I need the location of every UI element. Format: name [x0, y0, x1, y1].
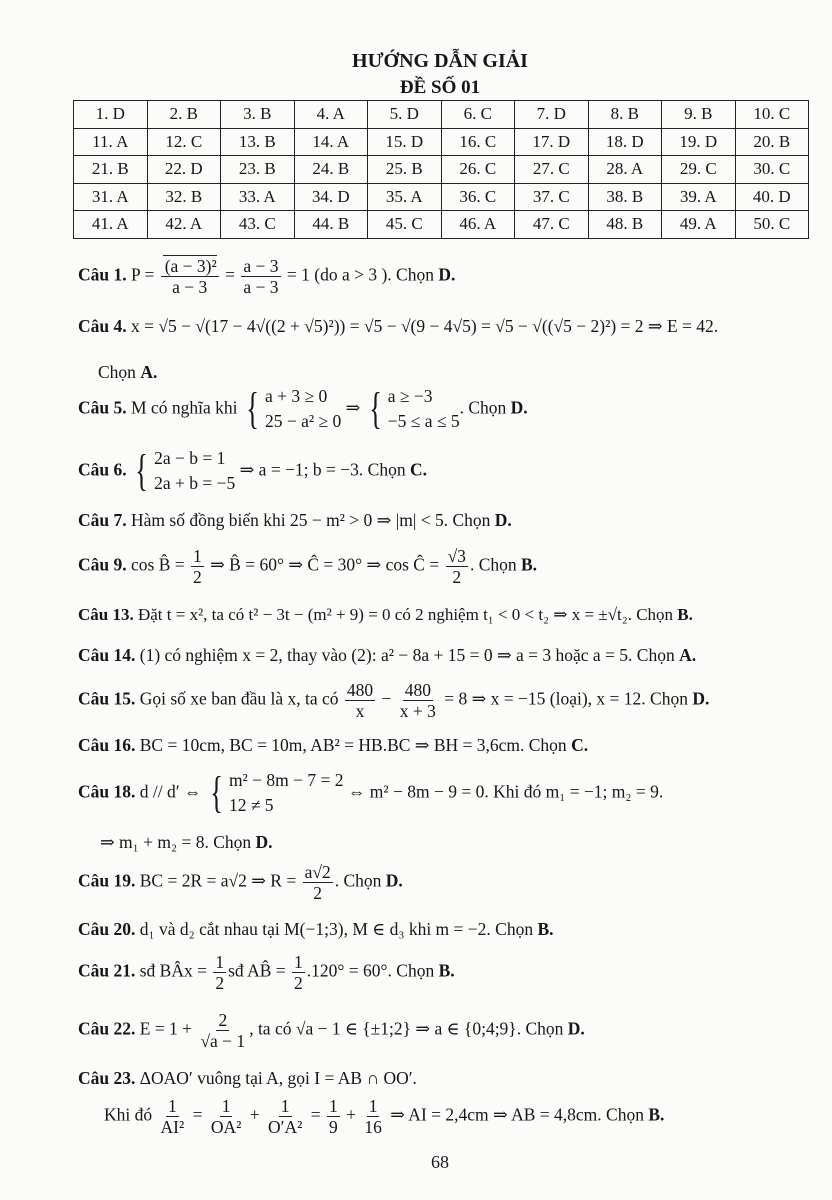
answer-cell: 10. C	[735, 101, 809, 129]
answer-cell: 41. A	[74, 211, 148, 239]
answer-cell: 35. A	[368, 183, 442, 211]
answer-cell: 42. A	[147, 211, 221, 239]
answer-cell: 9. B	[662, 101, 736, 129]
answer-cell: 11. A	[74, 128, 148, 156]
solution-q5: Câu 5. M có nghĩa khi { a + 3 ≥ 0 25 − a² ≥ 0 ⇒ { a ≥ −3 −5 ≤ a ≤ 5 . Chọn D.	[78, 384, 528, 434]
answer-cell: 13. B	[221, 128, 295, 156]
answer-cell: 43. C	[221, 211, 295, 239]
answer-cell: 3. B	[221, 101, 295, 129]
answer-cell: 18. D	[588, 128, 662, 156]
answer-cell: 5. D	[368, 101, 442, 129]
answer-cell: 38. B	[588, 183, 662, 211]
solution-q14: Câu 14. (1) có nghiệm x = 2, thay vào (2): a² − 8a + 15 = 0 ⇒ a = 3 hoặc a = 5. Chọn A.	[78, 645, 697, 665]
answer-row	[74, 101, 809, 129]
answer-cell: 30. C	[735, 156, 809, 184]
solution-q23-cont: Khi đó $\frac{1}{\text{AI²}}$ = $\frac{1}{\text{OA²}}$ + $\frac{1}{\text{O′A²}}$ = $\frac{1}{9}$ + $\frac{1}{16}$ ⇒ AI = 2,4cm ⇒ AB = 4,8cm. Chọn B.	[104, 1096, 665, 1138]
answer-cell: 44. B	[294, 211, 368, 239]
answer-row	[74, 211, 809, 239]
solution-q23: Câu 23. ΔOAO′ vuông tại A, gọi I = AB ∩ OO′.	[78, 1068, 417, 1088]
answer-table	[73, 100, 809, 239]
answer-cell: 2. B	[147, 101, 221, 129]
answer-cell: 33. A	[221, 183, 295, 211]
solution-q4: Câu 4. x = √5 − √(17 − 4√((2 + √5)²)) = √5 − √(9 − 4√5) = √5 − √((√5 − 2)²) = 2 ⇒ E = 42.	[78, 316, 719, 336]
answer-cell: 34. D	[294, 183, 368, 211]
answer-cell: 12. C	[147, 128, 221, 156]
answer-cell: 39. A	[662, 183, 736, 211]
solution-q18: Câu 18. d // d′ ⇔ { m² − 8m − 7 = 2 12 ≠ 5 ⇔ m² − 8m − 9 = 0. Khi đó m₁ = −1; m₂ = 9.	[78, 768, 664, 818]
solution-q15: Câu 15. Gọi số xe ban đầu là x, ta có $\frac{480}{x}$ − $\frac{480}{x + 3}$ = 8 ⇒ x = −15 (loại), x = 12. Chọn D.	[78, 680, 710, 722]
answer-cell: 26. C	[441, 156, 515, 184]
answer-cell: 22. D	[147, 156, 221, 184]
answer-cell: 4. A	[294, 101, 368, 129]
answer-row	[74, 156, 809, 184]
answer-cell: 7. D	[515, 101, 589, 129]
answer-cell: 50. C	[735, 211, 809, 239]
answer-cell: 8. B	[588, 101, 662, 129]
page-heading: HƯỚNG DẪN GIẢI	[352, 50, 528, 72]
answer-cell: 36. C	[441, 183, 515, 211]
answer-cell: 17. D	[515, 128, 589, 156]
solution-q13: Câu 13. Đặt t = x², ta có t² − 3t − (m² + 9) = 0 có 2 nghiệm t₁ < 0 < t₂ ⇒ x = ±√t₂. Chọn B.	[78, 605, 693, 624]
answer-cell: 32. B	[147, 183, 221, 211]
answer-cell: 40. D	[735, 183, 809, 211]
answer-cell: 37. C	[515, 183, 589, 211]
answer-cell: 48. B	[588, 211, 662, 239]
solution-q21: Câu 21. sđ BÂx = $\frac{1}{2}$ sđ AB̂ = $\frac{1}{2}$ .120° = 60°. Chọn B.	[78, 952, 455, 994]
answer-cell: 24. B	[294, 156, 368, 184]
solution-q1: Câu 1. P = $\frac{\text{(a − 3)²}}{a - 3}$ = $\frac{a - 3}{a - 3}$ = 1 (do a > 3 ). Chọn D.	[78, 256, 456, 298]
page-subheading: ĐỀ SỐ 01	[399, 77, 481, 98]
answer-cell: 31. A	[74, 183, 148, 211]
solution-q4-answer: Chọn A.	[98, 362, 158, 382]
answer-row	[74, 128, 809, 156]
solution-q22: Câu 22. E = 1 + $\frac{2}{√a - 1}$ , ta có √a − 1 ∈ {±1;2} ⇒ a ∈ {0;4;9}. Chọn D.	[78, 1010, 585, 1052]
solution-q20: Câu 20. d₁ và d₂ cắt nhau tại M(−1;3), M ∈ d₃ khi m = −2. Chọn B.	[78, 919, 554, 939]
answer-cell: 21. B	[74, 156, 148, 184]
solution-q16: Câu 16. BC = 10cm, BC = 10m, AB² = HB.BC ⇒ BH = 3,6cm. Chọn C.	[78, 735, 589, 755]
answer-cell: 16. C	[441, 128, 515, 156]
solution-q7: Câu 7. Hàm số đồng biến khi 25 − m² > 0 ⇒ |m| < 5. Chọn D.	[78, 510, 512, 530]
answer-cell: 28. A	[588, 156, 662, 184]
page-number: 68	[431, 1152, 449, 1172]
answer-cell: 14. A	[294, 128, 368, 156]
answer-cell: 29. C	[662, 156, 736, 184]
answer-cell: 19. D	[662, 128, 736, 156]
answer-cell: 47. C	[515, 211, 589, 239]
answer-cell: 15. D	[368, 128, 442, 156]
solution-q19: Câu 19. BC = 2R = a√2 ⇒ R = $\frac{a√2}{2}$ . Chọn D.	[78, 862, 403, 904]
answer-cell: 45. C	[368, 211, 442, 239]
answer-cell: 1. D	[74, 101, 148, 129]
answer-cell: 49. A	[662, 211, 736, 239]
solution-q6: Câu 6. { 2a − b = 1 2a + b = −5 ⇒ a = −1; b = −3. Chọn C.	[78, 446, 427, 496]
answer-cell: 6. C	[441, 101, 515, 129]
answer-cell: 27. C	[515, 156, 589, 184]
answer-cell: 23. B	[221, 156, 295, 184]
solution-q9: Câu 9. cos B̂ = $\frac{1}{2}$ ⇒ B̂ = 60° ⇒ Ĉ = 30° ⇒ cos Ĉ = $\frac{√3}{2}$ . Chọn B.	[78, 546, 538, 588]
answer-cell: 25. B	[368, 156, 442, 184]
answer-row	[74, 183, 809, 211]
answer-cell: 20. B	[735, 128, 809, 156]
answer-cell: 46. A	[441, 211, 515, 239]
solution-q18-answer: ⇒ m₁ + m₂ = 8. Chọn D.	[100, 832, 273, 852]
